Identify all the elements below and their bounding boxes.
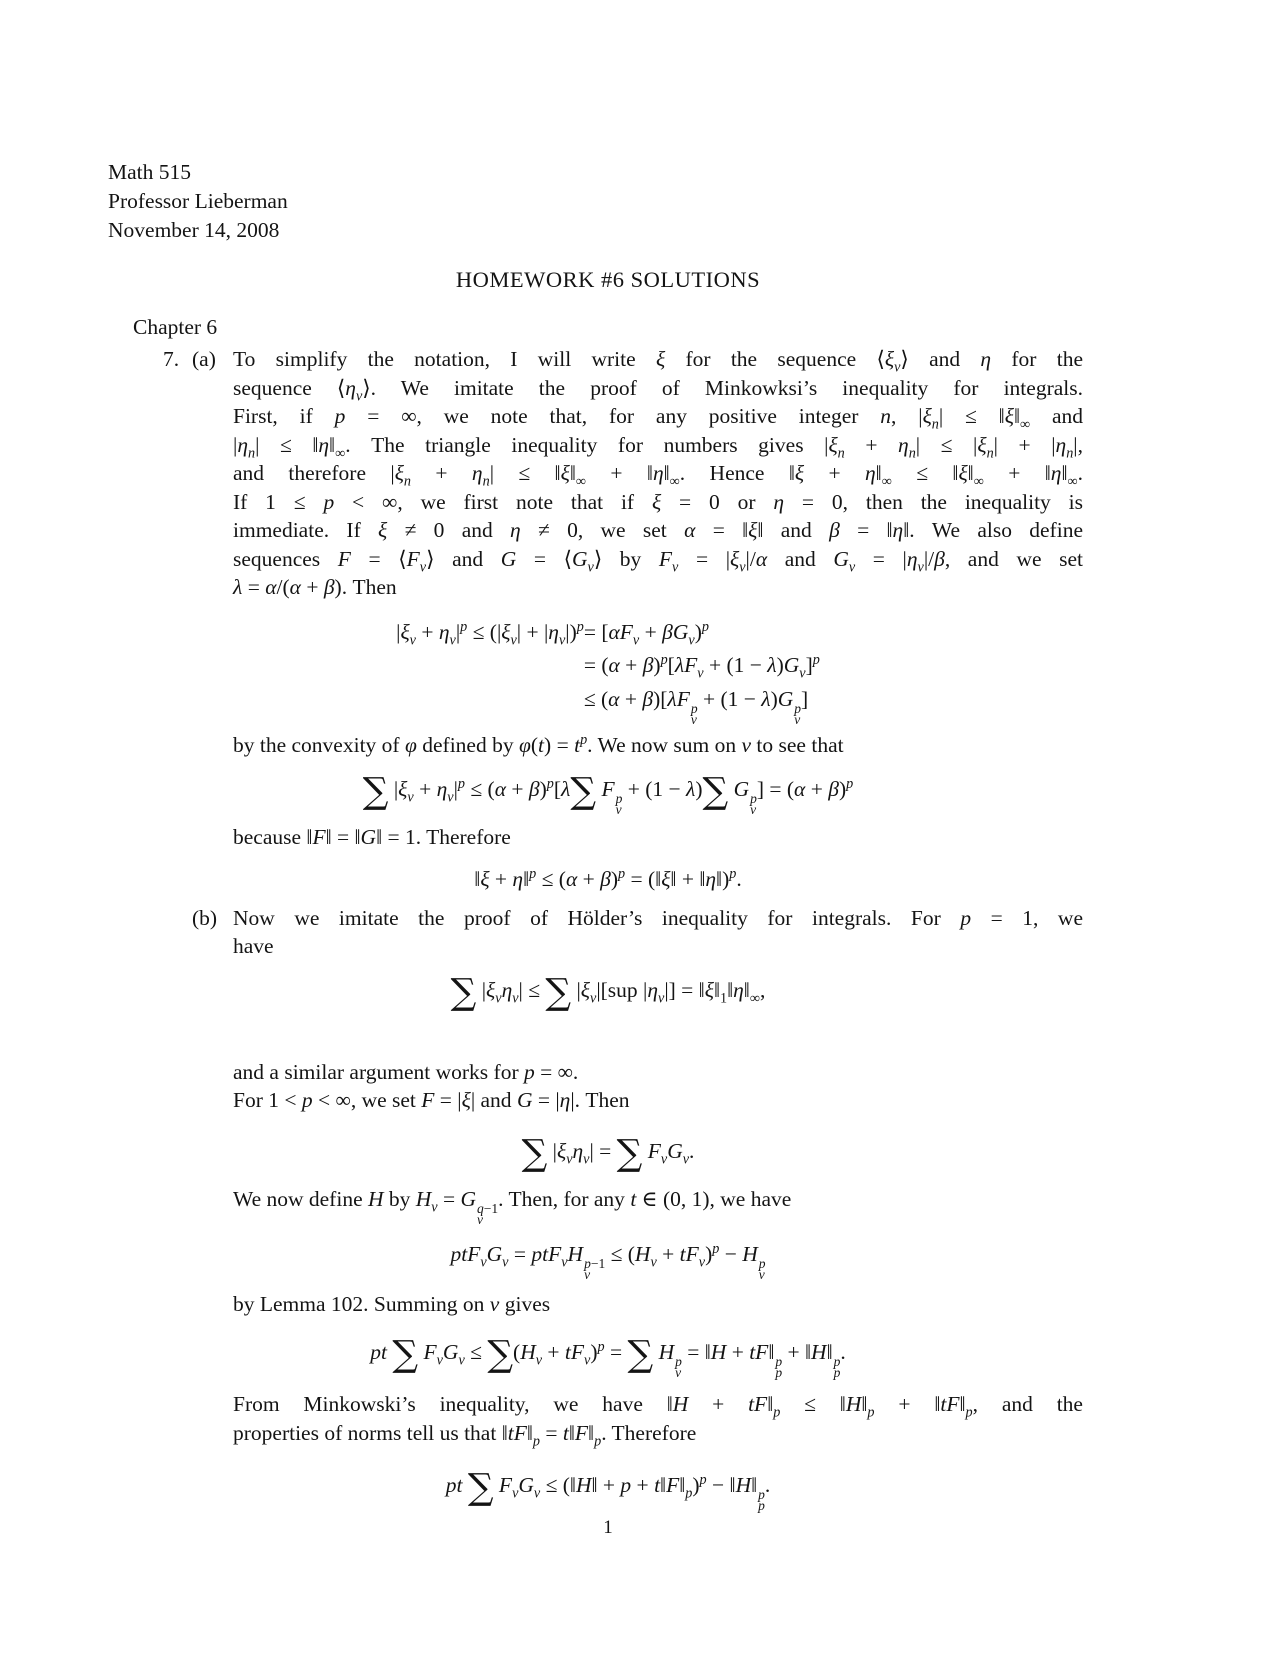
- equation-summed-bound: [133, 1328, 1083, 1378]
- equation-pt-bound: [133, 1235, 1083, 1280]
- text-line: Now we imitate the proof of Hölder’s inequality for integrals. For p = 1, we: [233, 905, 1083, 930]
- equation-summed-estimate: [133, 765, 1083, 815]
- text-line: have: [233, 934, 274, 958]
- text-line: immediate. If ξ ≠ 0 and η ≠ 0, we set α = ‖ξ‖ and β = ‖η‖. We also define: [233, 518, 1083, 542]
- text-line: sequence $⟨\eta_\nu⟩$. We imitate the proof of Minkowksi’s inequality for integrals.: [233, 375, 1083, 404]
- equation-rhs: = $(\alpha + \beta)^p[\lambda F_\nu + (1 - \lambda)G_\nu]^p$: [583, 651, 820, 682]
- equation-lhs: $|\xi_\nu + \eta_\nu|^p \le (|\xi_\nu| + |\eta_\nu|)^p$: [396, 618, 584, 648]
- text-line: because ‖F‖ = ‖G‖ = 1. Therefore: [233, 825, 511, 849]
- equation: pt ∑ $F_\nu G_\nu$ ≤ (‖H‖ + $p + t‖F‖_p)^p$ − ‖H‖ p p .: [445, 1467, 771, 1513]
- text-line: $|\eta_n|$ ≤ $‖\eta‖_\infty$. The triangle inequality for numbers gives $|\xi_n + \eta_n| \le |\xi_n| + |\eta_n|$,: [233, 432, 1083, 461]
- text-line: and a similar argument works for p = ∞.: [233, 1059, 579, 1084]
- equation: $ptF_\nu G_\nu = ptF_\nu H$ p−1 ν ≤ $(H_\nu + tF_\nu)^p - H$ p ν: [450, 1240, 766, 1282]
- problem-number: 7.: [163, 347, 180, 371]
- part-a-label: (a): [192, 347, 216, 371]
- equation-final-bound: [133, 1461, 1083, 1511]
- text-line: properties of norms tell us that $‖tF‖_p$ = $t‖F‖_p$. Therefore: [233, 1420, 697, 1449]
- equation: ‖ξ + η‖$^p$ ≤ $(\alpha + \beta)^p$ = (‖ξ‖ + ‖η‖)$^p$.: [474, 865, 742, 891]
- aligned-equations: [396, 616, 820, 725]
- page-number: 1: [603, 1517, 613, 1538]
- equation-holder-p1: [133, 966, 1083, 1014]
- problem-7-part-a: [163, 345, 1084, 602]
- text-line: by the convexity of φ defined by $\varphi(t) = t^p$. We now sum on ν to see that: [233, 731, 844, 757]
- equation-lhs: [396, 683, 584, 725]
- text-line: sequences $F = ⟨F_\nu⟩$ and $G = ⟨G_\nu⟩$ by $F_\nu = |\xi_\nu|/\alpha$ and $G_\nu = |\eta_\nu|/\beta$, and we set: [233, 546, 1084, 575]
- equation-product-sum: [133, 1127, 1083, 1175]
- problem-7-part-b: [192, 904, 1083, 961]
- text-line: by Lemma 102. Summing on ν gives: [233, 1291, 551, 1316]
- text-line: and therefore $|\xi_n + \eta_n|$ ≤ $‖\xi‖_\infty$ + $‖\eta‖_\infty$. Hence ‖ξ + $\eta‖_\infty$ ≤ $‖\xi‖_\infty$ + $‖\eta‖_\infty$.: [233, 461, 1083, 490]
- text-line: For 1 < p < ∞, we set F = |ξ| and G = |η|. Then: [233, 1088, 630, 1112]
- chapter-heading: Chapter 6: [133, 315, 218, 339]
- equation: ∑ $|\xi_\nu\eta_\nu|$ = ∑ $F_\nu G_\nu$.: [521, 1132, 695, 1174]
- course-name: Math 515: [108, 160, 192, 184]
- page-title: HOMEWORK #6 SOLUTIONS: [455, 267, 761, 292]
- text-line: First, if p = ∞, we note that, for any positive integer n, $|\xi_n|$ ≤ $‖\xi‖_\infty$ and: [233, 404, 1083, 433]
- equation-pointwise-estimate: [133, 616, 1083, 725]
- equation: ∑ $|\xi_\nu + \eta_\nu|^p \le (\alpha + \beta)^p[\lambda\sum$ F p ν + (1 − λ)∑ G p ν ] = $(\alpha + \beta)^p$: [362, 771, 854, 817]
- text-line: To simplify the notation, I will write ξ for the sequence $⟨\xi_\nu⟩$ and η for the: [233, 347, 1083, 376]
- part-b-label: (b): [192, 905, 218, 930]
- text-line: If 1 ≤ p < ∞, we first note that if ξ = 0 or η = 0, then the inequality is: [233, 489, 1083, 514]
- professor-name: Professor Lieberman: [108, 189, 288, 213]
- equation: pt ∑ $F_\nu G_\nu \le \sum(H_\nu + tF_\nu)^p$ = ∑ H p ν = ‖H + tF‖ p p + ‖H‖ p p .: [370, 1334, 846, 1380]
- equation-rhs: ≤ (α + β)[λF p ν + (1 − λ)G p ν ]: [583, 686, 809, 727]
- document-header: [108, 158, 1280, 245]
- text-line: From Minkowski’s inequality, we have ‖H + $tF‖_p$ ≤ $‖H‖_p$ + $‖tF‖_p$, and the: [233, 1392, 1083, 1421]
- text-line: We now define H by $H_\nu = G$ q−1 ν . Then, for any t ∈ (0, 1), we have: [233, 1186, 792, 1227]
- document-date: November 14, 2008: [108, 218, 280, 242]
- equation-rhs: = $[\alpha F_\nu + \beta G_\nu)^p$: [583, 618, 709, 648]
- equation: ∑ $|\xi_\nu\eta_\nu|$ ≤ ∑ $|\xi_\nu|[sup$ $|\eta_\nu|$] = $‖\xi‖_1‖\eta‖_\infty$,: [450, 971, 766, 1013]
- text-line: λ = α/(α + β). Then: [233, 575, 397, 599]
- equation-norm-inequality: [133, 860, 1083, 898]
- equation-lhs: [396, 649, 584, 683]
